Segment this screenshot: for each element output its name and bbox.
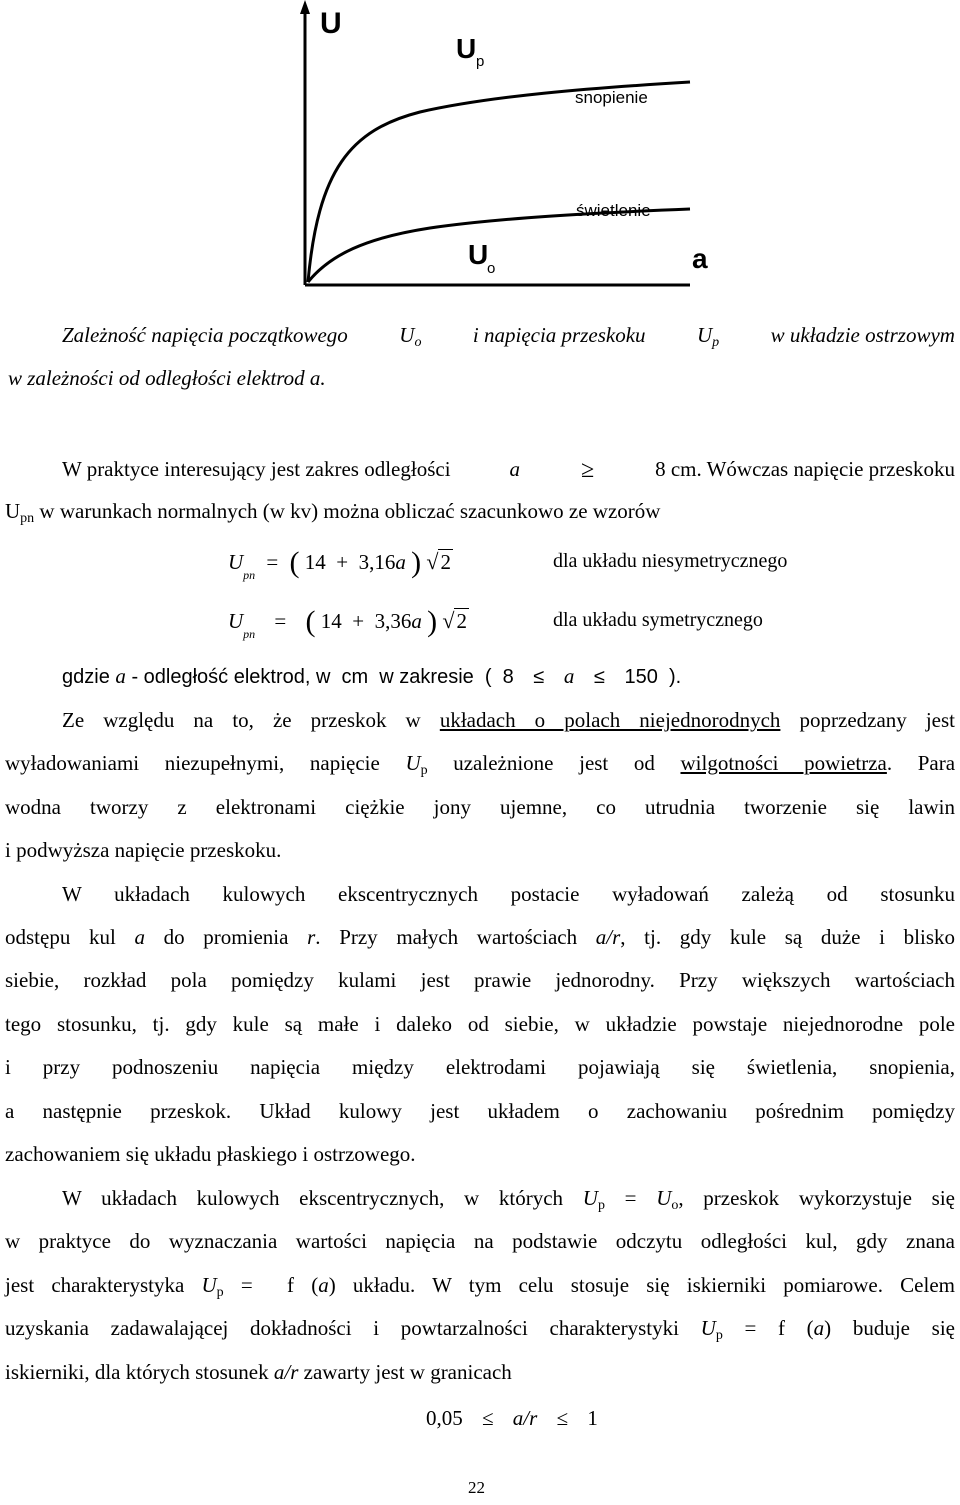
para2-line-4: tego stosunku, tj. gdy kule są małe i daleko od siebie, w układzie powstaje niejednorodne pole — [5, 1012, 955, 1036]
para2-line-5: i przy podnoszeniu napięcia między elektrodami pojawiają się świetlenia, snopienia, — [5, 1055, 955, 1079]
formula-asymmetric-desc: dla układu niesymetrycznego — [553, 550, 788, 572]
para3-line-1: W układach kulowych ekscentrycznych, w których $U_p = U_o$, przeskok wykorzystuje się — [62, 1186, 955, 1213]
voltage-distance-diagram — [290, 0, 730, 290]
formula-var: a — [411, 609, 422, 633]
para2-line-2: odstępu kul a do promienia r. Przy małych wartościach a/r, tj. gdy kule są duże i blisko — [5, 925, 955, 949]
formula-symmetric — [228, 605, 469, 639]
range-line — [62, 664, 681, 689]
final-formula — [426, 1406, 598, 1431]
range-text: gdzie — [62, 666, 110, 688]
intro-line-1 — [62, 457, 955, 484]
curve-uo-label: U — [468, 239, 489, 270]
formula-sqrt: √2 — [426, 549, 451, 574]
formula-expr: 14 + 3,36 — [320, 609, 412, 633]
y-axis-arrow — [300, 0, 310, 14]
para2-line-6: a następnie przeskok. Układ kulowy jest układem o zachowaniu pośrednim pomiędzy — [5, 1099, 955, 1123]
link-air-humidity[interactable]: wilgotności powietrza — [680, 751, 887, 775]
formula-close-paren: ) — [411, 546, 422, 579]
formula-U: U — [228, 550, 244, 574]
caption-var: $U_p$ — [697, 323, 720, 350]
curve-up-label: U — [456, 33, 477, 64]
region-swietlenie-label: świetlenie — [576, 201, 651, 220]
intro-symbol: ≥ — [580, 457, 595, 483]
axis-x-label: a — [692, 243, 708, 274]
curve-up — [308, 82, 690, 282]
formula-eq: = — [274, 609, 287, 633]
para3-line-5: iskierniki, dla których stosunek a/r zawarty jest w granicach — [5, 1360, 512, 1384]
range-symbol: ≤ — [533, 666, 545, 688]
axis-y-label: U — [320, 7, 342, 40]
final-symbol: ≤ — [482, 1406, 494, 1430]
region-snopienie-label: snopienie — [575, 88, 648, 107]
range-text: 150 ). — [624, 666, 682, 688]
final-symbol: ≤ — [556, 1406, 569, 1430]
para3-line-4: uzyskania zadawalającej dokładności i powtarzalności charakterystyki $U_p = f$ (a) buduje się — [5, 1316, 955, 1343]
intro-text: W praktyce interesujący jest zakres odległości — [62, 457, 451, 481]
intro-text: w warunkach normalnych (w kv) można obliczać szacunkowo ze wzorów — [39, 499, 661, 523]
formula-U: U — [228, 609, 244, 633]
formula-eq: = — [266, 550, 279, 574]
range-var: a — [563, 664, 575, 688]
formula-symmetric-desc: dla układu symetrycznego — [553, 609, 763, 631]
intro-line-2 — [5, 499, 660, 524]
caption-text: i napięcia przeskoku — [472, 323, 646, 347]
para3-line-3: jest charakterystyka $U_p = f$ (a) układu. W tym celu stosuje się iskierniki pomiarowe. Celem — [5, 1273, 955, 1300]
final-var: a/r — [512, 1406, 538, 1430]
para2-line-3: siebie, rozkład pola pomiędzy kulami jest prawie jednorodny. Przy większych wartościach — [5, 968, 955, 992]
range-text: - odległość elektrod, w cm w zakresie ( 8 — [131, 666, 514, 688]
para1-line-1: Ze względu na to, że przeskok w układach o polach niejednorodnych poprzedzany jest — [62, 708, 956, 732]
curve-up-sub: p — [476, 53, 485, 70]
para3-line-2: w praktyce do wyznaczania wartości napięcia na podstawie odczytu odległości kul, gdy znana — [5, 1229, 955, 1253]
caption-var: $U_o$ — [399, 323, 422, 350]
caption-text: Zależność napięcia początkowego — [62, 323, 348, 347]
para1-line-4: i podwyższa napięcie przeskoku. — [5, 838, 282, 862]
formula-sqrt: √2 — [442, 608, 467, 633]
para2-line-7: zachowaniem się układu płaskiego i ostrzowego. — [5, 1142, 416, 1166]
range-var: a — [115, 664, 126, 688]
page-number: 22 — [468, 1478, 485, 1497]
para1-line-3: wodna tworzy z elektronami ciężkie jony ujemne, co utrudnia tworzenie się lawin — [5, 795, 955, 819]
curve-uo-sub: o — [487, 260, 496, 277]
link-nonuniform-fields[interactable]: układach o polach niejednorodnych — [439, 708, 781, 732]
para1-line-2: wyładowaniami niezupełnymi, napięcie $U_p$ uzależnione jest od wilgotności powietrza. Para — [5, 751, 956, 778]
formula-var: a — [395, 550, 406, 574]
para1-var: $U_p$ — [405, 751, 428, 778]
formula-sub: pn — [243, 627, 256, 641]
final-value: 0,05 — [426, 1406, 463, 1430]
intro-var: $U_{pn}$ — [5, 499, 35, 526]
caption-line-1 — [62, 323, 955, 348]
caption-line-2: w zależności od odległości elektrod a. — [8, 366, 326, 390]
para2-line-1: W układach kulowych ekscentrycznych postacie wyładowań zależą od stosunku — [62, 882, 955, 906]
range-symbol: ≤ — [593, 666, 605, 688]
formula-sub: pn — [243, 568, 256, 582]
final-value: 1 — [587, 1406, 598, 1430]
formula-expr: 14 + 3,16 — [304, 550, 396, 574]
formula-asymmetric — [228, 546, 453, 580]
formula-open-paren: ( — [305, 605, 316, 638]
intro-text: 8 cm. Wówczas napięcie przeskoku — [655, 457, 955, 481]
intro-var: a — [509, 457, 520, 481]
formula-open-paren: ( — [289, 546, 300, 579]
caption-text: w układzie ostrzowym — [770, 323, 955, 347]
formula-close-paren: ) — [427, 605, 438, 638]
